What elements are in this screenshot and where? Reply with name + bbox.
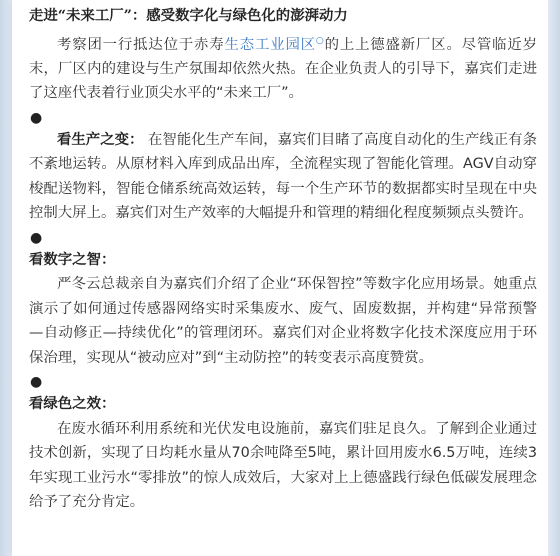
eco-park-link[interactable]: 生态工业园区 — [224, 36, 316, 53]
section-digital-heading: 看数字之智： — [29, 250, 116, 268]
article-title: 走进“未来工厂”：感受数字化与绿色化的澎湃动力 — [29, 7, 348, 24]
right-border — [548, 0, 560, 556]
article-body — [29, 4, 537, 515]
section-green-heading: 看绿色之效： — [29, 395, 116, 413]
bullet-1: ● — [30, 109, 43, 126]
left-border — [0, 0, 12, 556]
section-production — [29, 128, 537, 226]
bullet-2: ● — [30, 229, 43, 246]
section-green-text: 在废水循环利用系统和光伏发电设施前，嘉宾们驻足良久。了解到企业通过技术创新，实现了日均耗水量从70余吨降至5吨，累计回用废水6.5万吨，连续3年实现工业污水“零排放”的惊人成效后，大家对上上德盛践行绿色低碳发展理念给予了充分肯定。 — [29, 420, 537, 511]
intro-text-after: 的上上德盛新厂区。尽管临近岁末，厂区内的建设与生产氛围却依然火热。在企业负责人的引导下，嘉宾们走进了这座代表着行业顶尖水平的“未来工厂”。 — [29, 36, 537, 102]
section-digital-text: 严冬云总裁亲自为嘉宾们介绍了企业“环保智控”等数字化应用场景。她重点演示了如何通过传感器网络实时采集废水、废气、固废数据，并构建“异常预警—自动修正—持续优化”的管理闭环。嘉宾们对企业将数字化技术深度应用于环保治理，实现从“被动应对”到“主动防控”的转变表示高度赞赏。 — [29, 276, 537, 366]
search-link-icon[interactable]: ○ — [315, 35, 325, 46]
section-production-text: 在智能化生产车间，嘉宾们目睹了高度自动化的生产线正有条不紊地运转。从原材料入库到成品出库，全流程实现了智能化管理。AGV自动穿梭配送物料，智能仓储系统高效运转，每一个生产环节的数据都实时呈现在中央控制大屏上。嘉宾们对生产效率的大幅提升和管理的精细化程度频频点头赞许。 — [29, 131, 537, 222]
intro-text-before: 考察团一行抵达位于赤寿 — [57, 36, 225, 53]
intro-paragraph — [29, 29, 537, 106]
section-production-heading: 看生产之变： — [57, 130, 144, 148]
bullet-3: ● — [30, 374, 43, 391]
